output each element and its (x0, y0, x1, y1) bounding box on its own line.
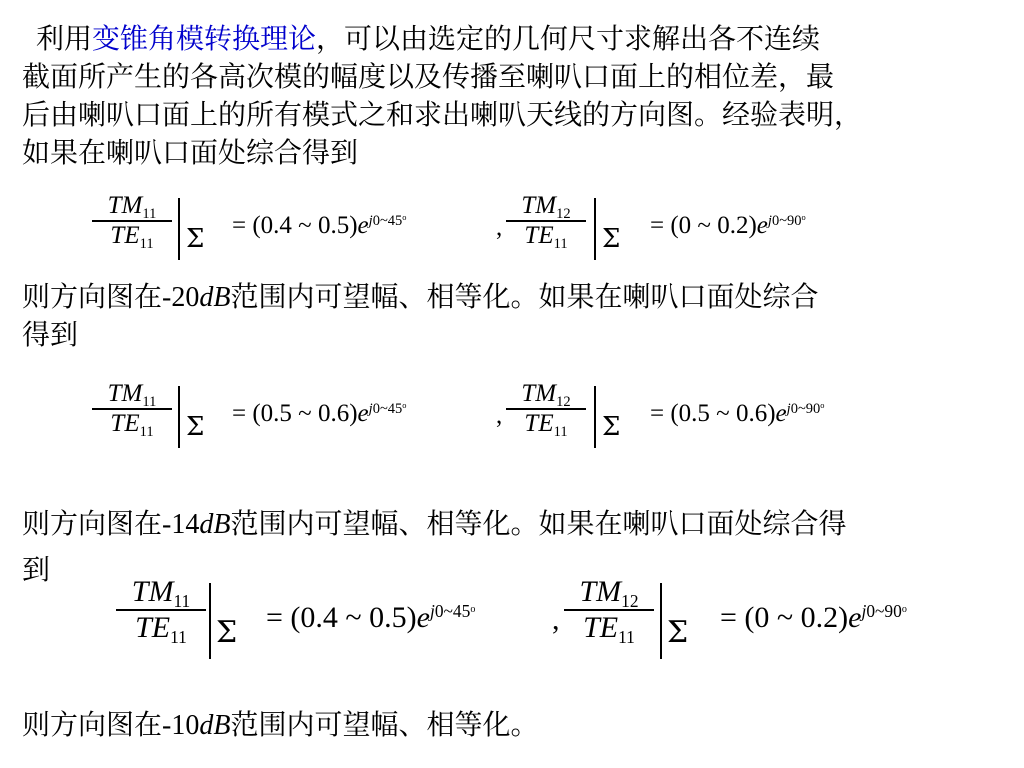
ratio-value-right: = (0 ~ $0.2)e^{j0\sim 90^o}$ (720, 601, 907, 634)
mode-ratio-tm12-te11: $TM_{12}$ $TE_{11}$ (506, 192, 586, 250)
intro-line-1 (22, 20, 862, 58)
ratio-value-right: = (0.5 ~ $0.6)e^{j0\sim 90^o}$ (650, 400, 825, 427)
intro-line-4: 如果在喇叭口面处综合得到 (22, 136, 359, 169)
sigma-symbol: Σ (186, 224, 205, 254)
ratio-value-right: = (0 ~ $0.2)e^{j0\sim 90^o}$ (650, 212, 806, 239)
mode-ratio-tm12-te11: $TM_{12}$ $TE_{11}$ (564, 575, 654, 645)
sigma-symbol: Σ (602, 412, 621, 442)
result-2-line-1: 则方向图在-14dB范围内可望幅、相等化。如果在喇叭口面处综合得 (22, 507, 847, 540)
comma: , (552, 603, 560, 636)
evaluation-bar (209, 583, 211, 659)
evaluation-bar (594, 386, 596, 448)
result-paragraph-1 (22, 278, 818, 354)
ratio-value-left: = (0.4 ~ $0.5)e^{j0\sim 45^o}$ (266, 601, 476, 634)
equation-2 (0, 380, 1024, 460)
sigma-symbol: Σ (216, 615, 238, 650)
intro-paragraph (22, 20, 862, 172)
result-1-line-1: 则方向图在-20dB范围内可望幅、相等化。如果在喇叭口面处综合 (22, 280, 819, 313)
comma: , (496, 214, 503, 241)
evaluation-bar (660, 583, 662, 659)
comma: , (496, 402, 503, 429)
evaluation-bar (594, 198, 596, 260)
result-1-line-2: 得到 (22, 318, 79, 351)
sigma-symbol: Σ (667, 615, 689, 650)
mode-ratio-tm11-te11: $TM_{11}$ $TE_{11}$ (92, 380, 172, 438)
equation-1 (0, 192, 1024, 272)
mode-ratio-tm11-te11: $TM_{11}$ $TE_{11}$ (116, 575, 206, 645)
intro-text-start: 利用 (36, 22, 93, 55)
intro-line-3: 后由喇叭口面上的所有模式之和求出喇叭天线的方向图。经验表明， (22, 98, 863, 131)
intro-line-2: 截面所产生的各高次模的幅度以及传播至喇叭口面上的相位差，最 (22, 60, 835, 93)
result-paragraph-3 (22, 706, 538, 744)
intro-text-rest: ，可以由选定的几何尺寸求解出各不连续 (316, 22, 821, 55)
evaluation-bar (178, 386, 180, 448)
evaluation-bar (178, 198, 180, 260)
equation-3 (0, 575, 1024, 675)
sigma-symbol: Σ (602, 224, 621, 254)
result-2-line-2: 到 (22, 553, 51, 586)
ratio-value-left: = (0.4 ~ $0.5)e^{j0\sim 45^o}$ (232, 212, 407, 239)
sigma-symbol: Σ (186, 412, 205, 442)
highlighted-term: 变锥角模转换理论 (92, 22, 317, 55)
mode-ratio-tm11-te11: $TM_{11}$ $TE_{11}$ (92, 192, 172, 250)
result-3-line-1: 则方向图在-10dB范围内可望幅、相等化。 (22, 708, 539, 741)
ratio-value-left: = (0.5 ~ $0.6)e^{j0\sim 45^o}$ (232, 400, 407, 427)
mode-ratio-tm12-te11: $TM_{12}$ $TE_{11}$ (506, 380, 586, 438)
